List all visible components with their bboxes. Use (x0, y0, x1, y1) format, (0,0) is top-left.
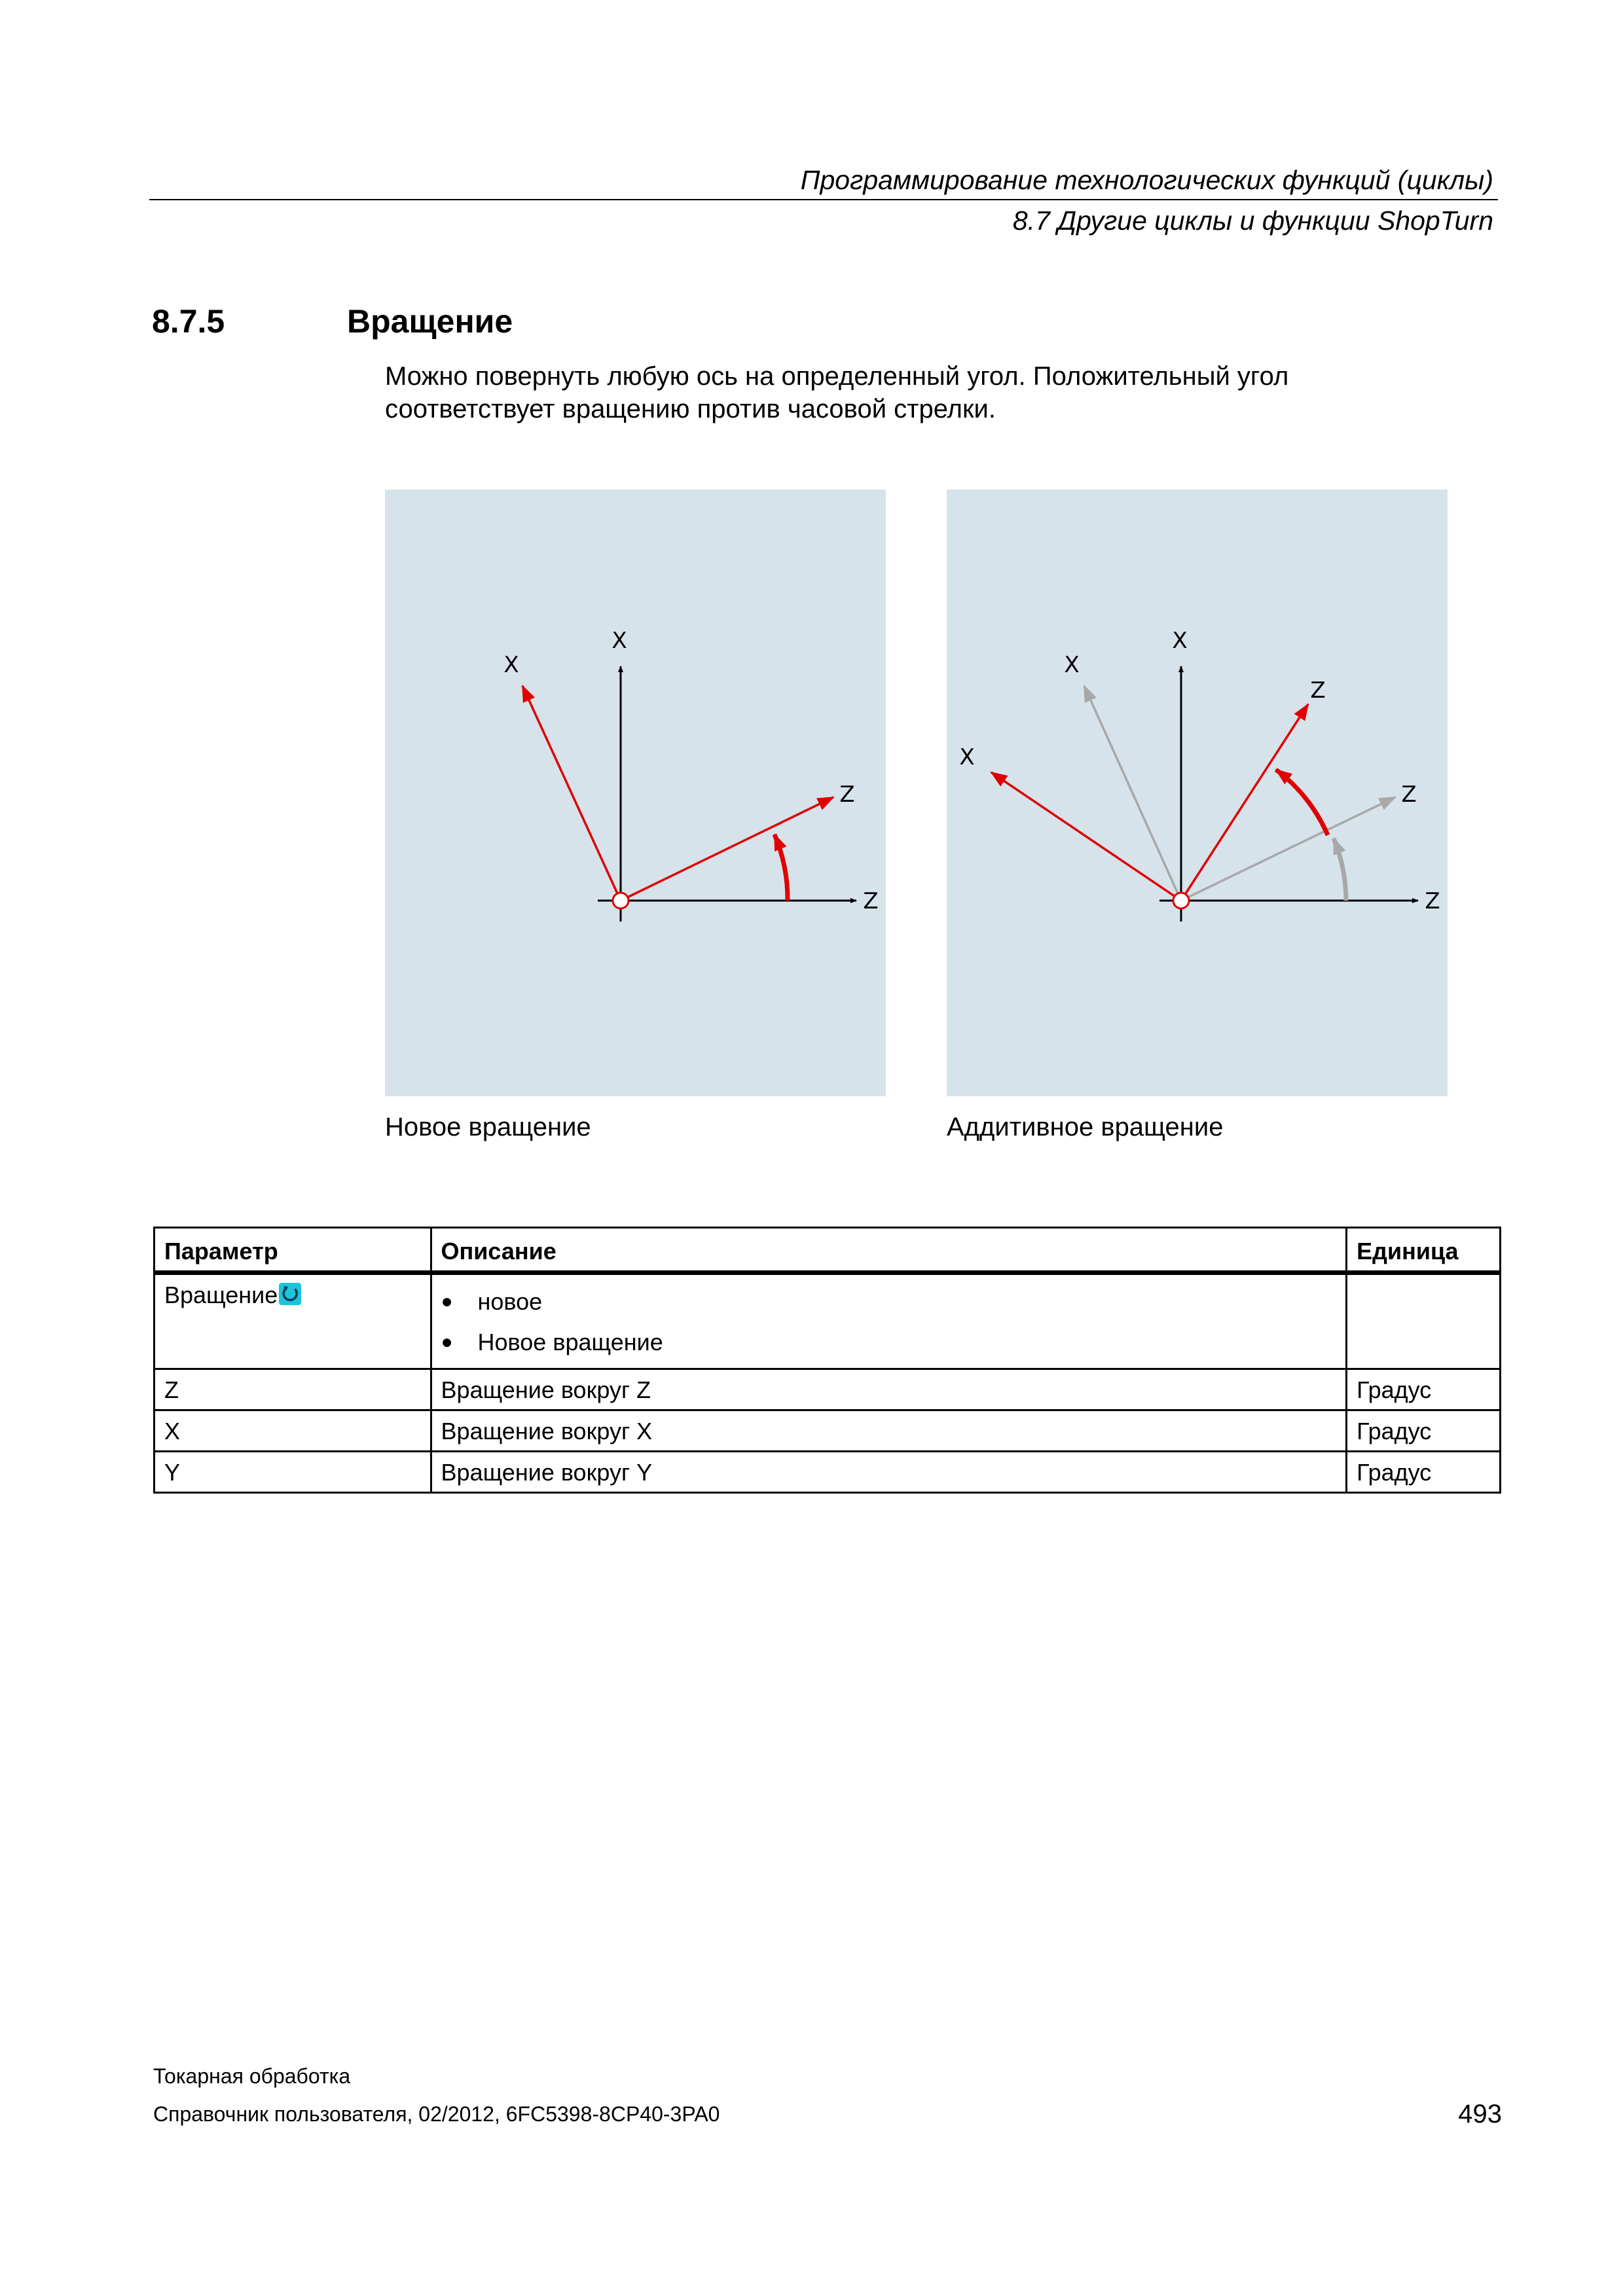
rotated-x-arrow (522, 686, 621, 901)
running-header-section: 8.7 Другие циклы и функции ShopTurn (1012, 206, 1493, 236)
first-angle-arc (1334, 838, 1346, 901)
footer-line-1: Токарная обработка (153, 2064, 351, 2088)
new-rotation-diagram (385, 490, 886, 1096)
unit-cell: Градус (1347, 1452, 1501, 1493)
rotation-param-cell (155, 1273, 431, 1369)
unit-cell: Градус (1347, 1410, 1501, 1452)
x-rot-label: X (503, 652, 519, 678)
unit-cell: Градус (1347, 1369, 1501, 1410)
option-item (441, 1322, 1337, 1363)
figure-additive-rotation (947, 490, 1448, 1096)
rotation-param-label: Вращение (164, 1282, 278, 1308)
section-number: 8.7.5 (152, 303, 225, 340)
section-title: Вращение (347, 303, 513, 340)
z-first-label: Z (1401, 781, 1417, 808)
z-rot-label: Z (839, 781, 855, 808)
table-header-row (155, 1228, 1501, 1273)
desc-cell: Вращение вокруг X (431, 1410, 1347, 1452)
caption-additive-rotation: Аддитивное вращение (947, 1113, 1224, 1141)
param-cell: X (155, 1410, 431, 1452)
desc-cell: Вращение вокруг Y (431, 1452, 1347, 1493)
table-row-rotation (155, 1273, 1501, 1369)
option-label: новое (477, 1288, 543, 1315)
intro-paragraph: Можно повернуть любую ось на определенный угол. Положительный угол соответствует вращению против часовой стрелки. (385, 362, 1289, 423)
option-label: Новое вращение (477, 1329, 663, 1355)
additive-angle-arc (1276, 770, 1328, 835)
additive-rotation-diagram (947, 490, 1448, 1096)
caption-new-rotation: Новое вращение (385, 1113, 591, 1141)
bullet-icon: ● (441, 1291, 453, 1312)
header-rule (149, 199, 1498, 200)
desc-cell: Вращение вокруг Z (431, 1369, 1347, 1410)
param-cell: Z (155, 1369, 431, 1410)
parameter-table (153, 1227, 1501, 1494)
x-first-label: X (1064, 652, 1080, 678)
x-rot-label: X (959, 744, 975, 770)
origin-marker (613, 893, 629, 908)
x-axis-label: X (1172, 628, 1188, 654)
param-cell: Y (155, 1452, 431, 1493)
rotation-unit-cell (1347, 1273, 1501, 1369)
z-axis-label: Z (1425, 888, 1440, 914)
x-axis-label: X (611, 628, 627, 654)
page-number: 493 (1458, 2100, 1502, 2128)
running-header-chapter: Программирование технологических функций (циклы) (800, 165, 1493, 195)
header-desc: Описание (431, 1228, 1347, 1273)
header-param: Параметр (155, 1228, 431, 1273)
origin-marker (1173, 893, 1189, 908)
rotation-angle-arc (775, 834, 788, 901)
table-row (155, 1452, 1501, 1493)
footer-line-2: Справочник пользователя, 02/2012, 6FC5398-8CP40-3PA0 (153, 2102, 720, 2126)
table-row (155, 1410, 1501, 1452)
z-rot-label: Z (1310, 677, 1326, 704)
table-row (155, 1369, 1501, 1410)
rotated-z-arrow (621, 797, 833, 901)
toggle-select-icon (279, 1283, 301, 1305)
bullet-icon: ● (441, 1331, 453, 1353)
header-unit: Единица (1347, 1228, 1501, 1273)
z-axis-label: Z (863, 888, 879, 914)
option-item (441, 1282, 1337, 1322)
rotation-options-cell (431, 1273, 1347, 1369)
figure-new-rotation (385, 490, 886, 1096)
